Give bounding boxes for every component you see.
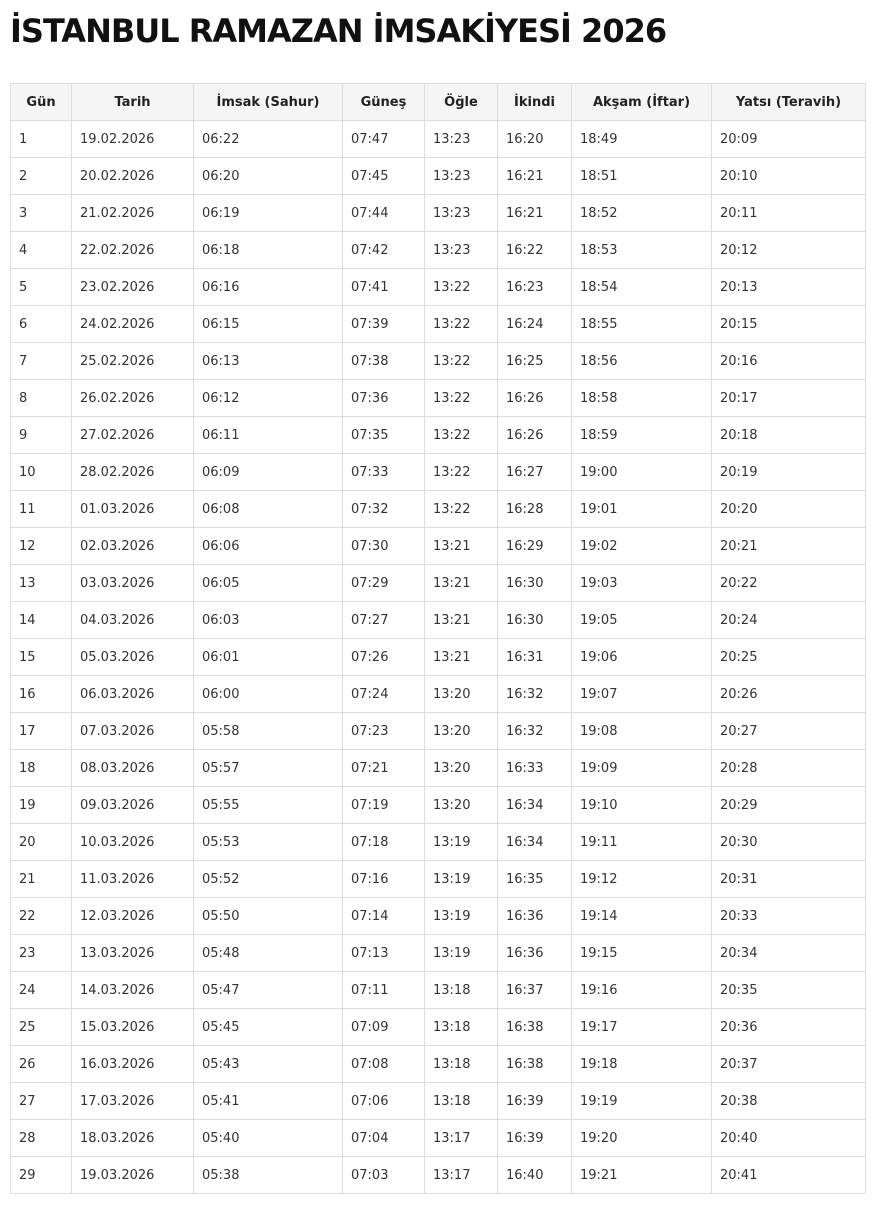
table-row: [11, 380, 866, 417]
ikindi-cell: 16:33: [498, 750, 572, 787]
ogle-cell: 13:19: [425, 935, 498, 972]
tarih-cell: 21.02.2026: [72, 195, 194, 232]
ogle-cell: 13:20: [425, 713, 498, 750]
ikindi-cell: 16:39: [498, 1083, 572, 1120]
imsak-cell: 06:05: [194, 565, 343, 602]
table-row: [11, 972, 866, 1009]
aksam-cell: 19:07: [572, 676, 712, 713]
ogle-cell: 13:22: [425, 417, 498, 454]
table-row: [11, 1009, 866, 1046]
header-imsak: İmsak (Sahur): [194, 84, 343, 121]
ikindi-cell: 16:31: [498, 639, 572, 676]
ikindi-cell: 16:39: [498, 1120, 572, 1157]
yatsi-cell: 20:34: [712, 935, 866, 972]
table-row: [11, 565, 866, 602]
ogle-cell: 13:22: [425, 454, 498, 491]
header-aksam: Akşam (İftar): [572, 84, 712, 121]
imsak-cell: 06:18: [194, 232, 343, 269]
tarih-cell: 18.03.2026: [72, 1120, 194, 1157]
tarih-cell: 07.03.2026: [72, 713, 194, 750]
gunes-cell: 07:32: [343, 491, 425, 528]
gun-cell: 13: [11, 565, 72, 602]
gunes-cell: 07:38: [343, 343, 425, 380]
imsak-cell: 06:11: [194, 417, 343, 454]
tarih-cell: 23.02.2026: [72, 269, 194, 306]
tarih-cell: 04.03.2026: [72, 602, 194, 639]
yatsi-cell: 20:21: [712, 528, 866, 565]
aksam-cell: 19:12: [572, 861, 712, 898]
header-gun: Gün: [11, 84, 72, 121]
gun-cell: 25: [11, 1009, 72, 1046]
yatsi-cell: 20:24: [712, 602, 866, 639]
gunes-cell: 07:42: [343, 232, 425, 269]
table-row: [11, 195, 866, 232]
aksam-cell: 18:51: [572, 158, 712, 195]
tarih-cell: 17.03.2026: [72, 1083, 194, 1120]
ogle-cell: 13:21: [425, 639, 498, 676]
tarih-cell: 24.02.2026: [72, 306, 194, 343]
ikindi-cell: 16:29: [498, 528, 572, 565]
table-row: [11, 898, 866, 935]
imsak-cell: 06:13: [194, 343, 343, 380]
ogle-cell: 13:19: [425, 898, 498, 935]
tarih-cell: 22.02.2026: [72, 232, 194, 269]
gun-cell: 12: [11, 528, 72, 565]
aksam-cell: 18:58: [572, 380, 712, 417]
gunes-cell: 07:18: [343, 824, 425, 861]
yatsi-cell: 20:20: [712, 491, 866, 528]
yatsi-cell: 20:11: [712, 195, 866, 232]
gun-cell: 24: [11, 972, 72, 1009]
gun-cell: 23: [11, 935, 72, 972]
ogle-cell: 13:22: [425, 306, 498, 343]
tarih-cell: 19.02.2026: [72, 121, 194, 158]
gun-cell: 28: [11, 1120, 72, 1157]
aksam-cell: 18:59: [572, 417, 712, 454]
aksam-cell: 19:02: [572, 528, 712, 565]
tarih-cell: 09.03.2026: [72, 787, 194, 824]
ikindi-cell: 16:28: [498, 491, 572, 528]
ikindi-cell: 16:40: [498, 1157, 572, 1194]
ikindi-cell: 16:27: [498, 454, 572, 491]
table-row: [11, 676, 866, 713]
ogle-cell: 13:21: [425, 602, 498, 639]
ogle-cell: 13:22: [425, 491, 498, 528]
gun-cell: 2: [11, 158, 72, 195]
gunes-cell: 07:13: [343, 935, 425, 972]
ogle-cell: 13:18: [425, 1083, 498, 1120]
ogle-cell: 13:23: [425, 158, 498, 195]
ogle-cell: 13:20: [425, 750, 498, 787]
ikindi-cell: 16:30: [498, 602, 572, 639]
aksam-cell: 19:14: [572, 898, 712, 935]
table-row: [11, 343, 866, 380]
ogle-cell: 13:21: [425, 565, 498, 602]
aksam-cell: 19:05: [572, 602, 712, 639]
gun-cell: 15: [11, 639, 72, 676]
table-row: [11, 232, 866, 269]
imsak-cell: 06:22: [194, 121, 343, 158]
header-gunes: Güneş: [343, 84, 425, 121]
gunes-cell: 07:03: [343, 1157, 425, 1194]
aksam-cell: 18:49: [572, 121, 712, 158]
gunes-cell: 07:04: [343, 1120, 425, 1157]
ikindi-cell: 16:25: [498, 343, 572, 380]
aksam-cell: 18:53: [572, 232, 712, 269]
gunes-cell: 07:16: [343, 861, 425, 898]
imsak-cell: 05:41: [194, 1083, 343, 1120]
gunes-cell: 07:33: [343, 454, 425, 491]
aksam-cell: 18:55: [572, 306, 712, 343]
gun-cell: 19: [11, 787, 72, 824]
table-row: [11, 935, 866, 972]
table-row: [11, 1046, 866, 1083]
ogle-cell: 13:19: [425, 861, 498, 898]
aksam-cell: 19:03: [572, 565, 712, 602]
tarih-cell: 27.02.2026: [72, 417, 194, 454]
ogle-cell: 13:22: [425, 380, 498, 417]
gun-cell: 26: [11, 1046, 72, 1083]
aksam-cell: 19:18: [572, 1046, 712, 1083]
aksam-cell: 18:54: [572, 269, 712, 306]
imsak-cell: 05:57: [194, 750, 343, 787]
table-row: [11, 491, 866, 528]
gunes-cell: 07:19: [343, 787, 425, 824]
gunes-cell: 07:41: [343, 269, 425, 306]
yatsi-cell: 20:37: [712, 1046, 866, 1083]
imsak-cell: 06:03: [194, 602, 343, 639]
tarih-cell: 26.02.2026: [72, 380, 194, 417]
gun-cell: 14: [11, 602, 72, 639]
ogle-cell: 13:20: [425, 676, 498, 713]
ikindi-cell: 16:36: [498, 898, 572, 935]
ikindi-cell: 16:36: [498, 935, 572, 972]
imsak-cell: 05:38: [194, 1157, 343, 1194]
gunes-cell: 07:47: [343, 121, 425, 158]
gunes-cell: 07:44: [343, 195, 425, 232]
gun-cell: 4: [11, 232, 72, 269]
yatsi-cell: 20:17: [712, 380, 866, 417]
ogle-cell: 13:19: [425, 824, 498, 861]
aksam-cell: 18:52: [572, 195, 712, 232]
yatsi-cell: 20:25: [712, 639, 866, 676]
imsak-cell: 06:16: [194, 269, 343, 306]
gun-cell: 18: [11, 750, 72, 787]
ikindi-cell: 16:21: [498, 195, 572, 232]
imsak-cell: 05:48: [194, 935, 343, 972]
tarih-cell: 28.02.2026: [72, 454, 194, 491]
imsak-cell: 05:43: [194, 1046, 343, 1083]
table-row: [11, 417, 866, 454]
gun-cell: 29: [11, 1157, 72, 1194]
ikindi-cell: 16:22: [498, 232, 572, 269]
gun-cell: 10: [11, 454, 72, 491]
ogle-cell: 13:17: [425, 1120, 498, 1157]
gunes-cell: 07:06: [343, 1083, 425, 1120]
aksam-cell: 19:20: [572, 1120, 712, 1157]
yatsi-cell: 20:33: [712, 898, 866, 935]
header-tarih: Tarih: [72, 84, 194, 121]
table-row: [11, 528, 866, 565]
imsak-cell: 05:55: [194, 787, 343, 824]
yatsi-cell: 20:26: [712, 676, 866, 713]
imsak-cell: 06:08: [194, 491, 343, 528]
gun-cell: 9: [11, 417, 72, 454]
aksam-cell: 19:17: [572, 1009, 712, 1046]
tarih-cell: 06.03.2026: [72, 676, 194, 713]
gunes-cell: 07:35: [343, 417, 425, 454]
gunes-cell: 07:09: [343, 1009, 425, 1046]
ikindi-cell: 16:32: [498, 676, 572, 713]
aksam-cell: 19:16: [572, 972, 712, 1009]
ogle-cell: 13:22: [425, 269, 498, 306]
imsak-cell: 05:58: [194, 713, 343, 750]
ikindi-cell: 16:38: [498, 1046, 572, 1083]
imsak-cell: 05:40: [194, 1120, 343, 1157]
yatsi-cell: 20:28: [712, 750, 866, 787]
imsak-cell: 05:47: [194, 972, 343, 1009]
table-row: [11, 454, 866, 491]
gun-cell: 6: [11, 306, 72, 343]
aksam-cell: 19:19: [572, 1083, 712, 1120]
yatsi-cell: 20:36: [712, 1009, 866, 1046]
aksam-cell: 19:15: [572, 935, 712, 972]
tarih-cell: 20.02.2026: [72, 158, 194, 195]
tarih-cell: 15.03.2026: [72, 1009, 194, 1046]
table-row: [11, 1157, 866, 1194]
yatsi-cell: 20:09: [712, 121, 866, 158]
gunes-cell: 07:24: [343, 676, 425, 713]
ikindi-cell: 16:24: [498, 306, 572, 343]
imsak-cell: 05:52: [194, 861, 343, 898]
aksam-cell: 19:06: [572, 639, 712, 676]
aksam-cell: 19:00: [572, 454, 712, 491]
gun-cell: 3: [11, 195, 72, 232]
gun-cell: 16: [11, 676, 72, 713]
gunes-cell: 07:08: [343, 1046, 425, 1083]
tarih-cell: 19.03.2026: [72, 1157, 194, 1194]
table-row: [11, 121, 866, 158]
table-row: [11, 1120, 866, 1157]
imsak-cell: 05:53: [194, 824, 343, 861]
table-row: [11, 269, 866, 306]
imsak-cell: 06:00: [194, 676, 343, 713]
tarih-cell: 05.03.2026: [72, 639, 194, 676]
ikindi-cell: 16:32: [498, 713, 572, 750]
aksam-cell: 19:10: [572, 787, 712, 824]
gun-cell: 7: [11, 343, 72, 380]
ikindi-cell: 16:20: [498, 121, 572, 158]
table-body: [11, 121, 866, 1194]
yatsi-cell: 20:10: [712, 158, 866, 195]
ikindi-cell: 16:21: [498, 158, 572, 195]
aksam-cell: 19:11: [572, 824, 712, 861]
ogle-cell: 13:18: [425, 1009, 498, 1046]
yatsi-cell: 20:19: [712, 454, 866, 491]
ogle-cell: 13:18: [425, 1046, 498, 1083]
imsak-cell: 05:45: [194, 1009, 343, 1046]
table-header-row: [11, 84, 866, 121]
table-row: [11, 639, 866, 676]
gun-cell: 21: [11, 861, 72, 898]
table-row: [11, 824, 866, 861]
gunes-cell: 07:36: [343, 380, 425, 417]
imsak-cell: 06:06: [194, 528, 343, 565]
yatsi-cell: 20:40: [712, 1120, 866, 1157]
aksam-cell: 18:56: [572, 343, 712, 380]
header-ogle: Öğle: [425, 84, 498, 121]
yatsi-cell: 20:27: [712, 713, 866, 750]
yatsi-cell: 20:18: [712, 417, 866, 454]
imsak-cell: 06:19: [194, 195, 343, 232]
yatsi-cell: 20:22: [712, 565, 866, 602]
gunes-cell: 07:11: [343, 972, 425, 1009]
table-row: [11, 787, 866, 824]
ogle-cell: 13:18: [425, 972, 498, 1009]
gunes-cell: 07:14: [343, 898, 425, 935]
tarih-cell: 14.03.2026: [72, 972, 194, 1009]
aksam-cell: 19:08: [572, 713, 712, 750]
ikindi-cell: 16:37: [498, 972, 572, 1009]
yatsi-cell: 20:30: [712, 824, 866, 861]
tarih-cell: 11.03.2026: [72, 861, 194, 898]
imsak-cell: 06:12: [194, 380, 343, 417]
ikindi-cell: 16:34: [498, 787, 572, 824]
tarih-cell: 13.03.2026: [72, 935, 194, 972]
imsakiye-table: [10, 83, 866, 1194]
table-row: [11, 602, 866, 639]
ogle-cell: 13:23: [425, 195, 498, 232]
ogle-cell: 13:17: [425, 1157, 498, 1194]
yatsi-cell: 20:38: [712, 1083, 866, 1120]
yatsi-cell: 20:31: [712, 861, 866, 898]
tarih-cell: 25.02.2026: [72, 343, 194, 380]
ikindi-cell: 16:38: [498, 1009, 572, 1046]
tarih-cell: 16.03.2026: [72, 1046, 194, 1083]
table-row: [11, 1083, 866, 1120]
ikindi-cell: 16:35: [498, 861, 572, 898]
ogle-cell: 13:23: [425, 232, 498, 269]
gunes-cell: 07:23: [343, 713, 425, 750]
tarih-cell: 02.03.2026: [72, 528, 194, 565]
gunes-cell: 07:39: [343, 306, 425, 343]
aksam-cell: 19:09: [572, 750, 712, 787]
ikindi-cell: 16:34: [498, 824, 572, 861]
gunes-cell: 07:26: [343, 639, 425, 676]
imsak-cell: 06:20: [194, 158, 343, 195]
gun-cell: 20: [11, 824, 72, 861]
imsak-cell: 06:01: [194, 639, 343, 676]
tarih-cell: 08.03.2026: [72, 750, 194, 787]
gun-cell: 8: [11, 380, 72, 417]
imsak-cell: 06:09: [194, 454, 343, 491]
ikindi-cell: 16:23: [498, 269, 572, 306]
yatsi-cell: 20:29: [712, 787, 866, 824]
table-row: [11, 306, 866, 343]
gunes-cell: 07:45: [343, 158, 425, 195]
imsak-cell: 05:50: [194, 898, 343, 935]
ikindi-cell: 16:26: [498, 380, 572, 417]
aksam-cell: 19:21: [572, 1157, 712, 1194]
yatsi-cell: 20:12: [712, 232, 866, 269]
table-row: [11, 861, 866, 898]
table-row: [11, 713, 866, 750]
tarih-cell: 01.03.2026: [72, 491, 194, 528]
yatsi-cell: 20:16: [712, 343, 866, 380]
ogle-cell: 13:23: [425, 121, 498, 158]
ikindi-cell: 16:26: [498, 417, 572, 454]
gunes-cell: 07:27: [343, 602, 425, 639]
gun-cell: 22: [11, 898, 72, 935]
imsak-cell: 06:15: [194, 306, 343, 343]
tarih-cell: 10.03.2026: [72, 824, 194, 861]
yatsi-cell: 20:15: [712, 306, 866, 343]
aksam-cell: 19:01: [572, 491, 712, 528]
gun-cell: 5: [11, 269, 72, 306]
tarih-cell: 12.03.2026: [72, 898, 194, 935]
header-ikindi: İkindi: [498, 84, 572, 121]
gunes-cell: 07:21: [343, 750, 425, 787]
ogle-cell: 13:20: [425, 787, 498, 824]
yatsi-cell: 20:41: [712, 1157, 866, 1194]
gun-cell: 11: [11, 491, 72, 528]
ikindi-cell: 16:30: [498, 565, 572, 602]
ogle-cell: 13:22: [425, 343, 498, 380]
gunes-cell: 07:29: [343, 565, 425, 602]
yatsi-cell: 20:35: [712, 972, 866, 1009]
table-row: [11, 750, 866, 787]
ogle-cell: 13:21: [425, 528, 498, 565]
page-title: İSTANBUL RAMAZAN İMSAKİYESİ 2026: [10, 12, 667, 50]
gun-cell: 17: [11, 713, 72, 750]
gunes-cell: 07:30: [343, 528, 425, 565]
gun-cell: 1: [11, 121, 72, 158]
yatsi-cell: 20:13: [712, 269, 866, 306]
gun-cell: 27: [11, 1083, 72, 1120]
table-row: [11, 158, 866, 195]
tarih-cell: 03.03.2026: [72, 565, 194, 602]
header-yatsi: Yatsı (Teravih): [712, 84, 866, 121]
